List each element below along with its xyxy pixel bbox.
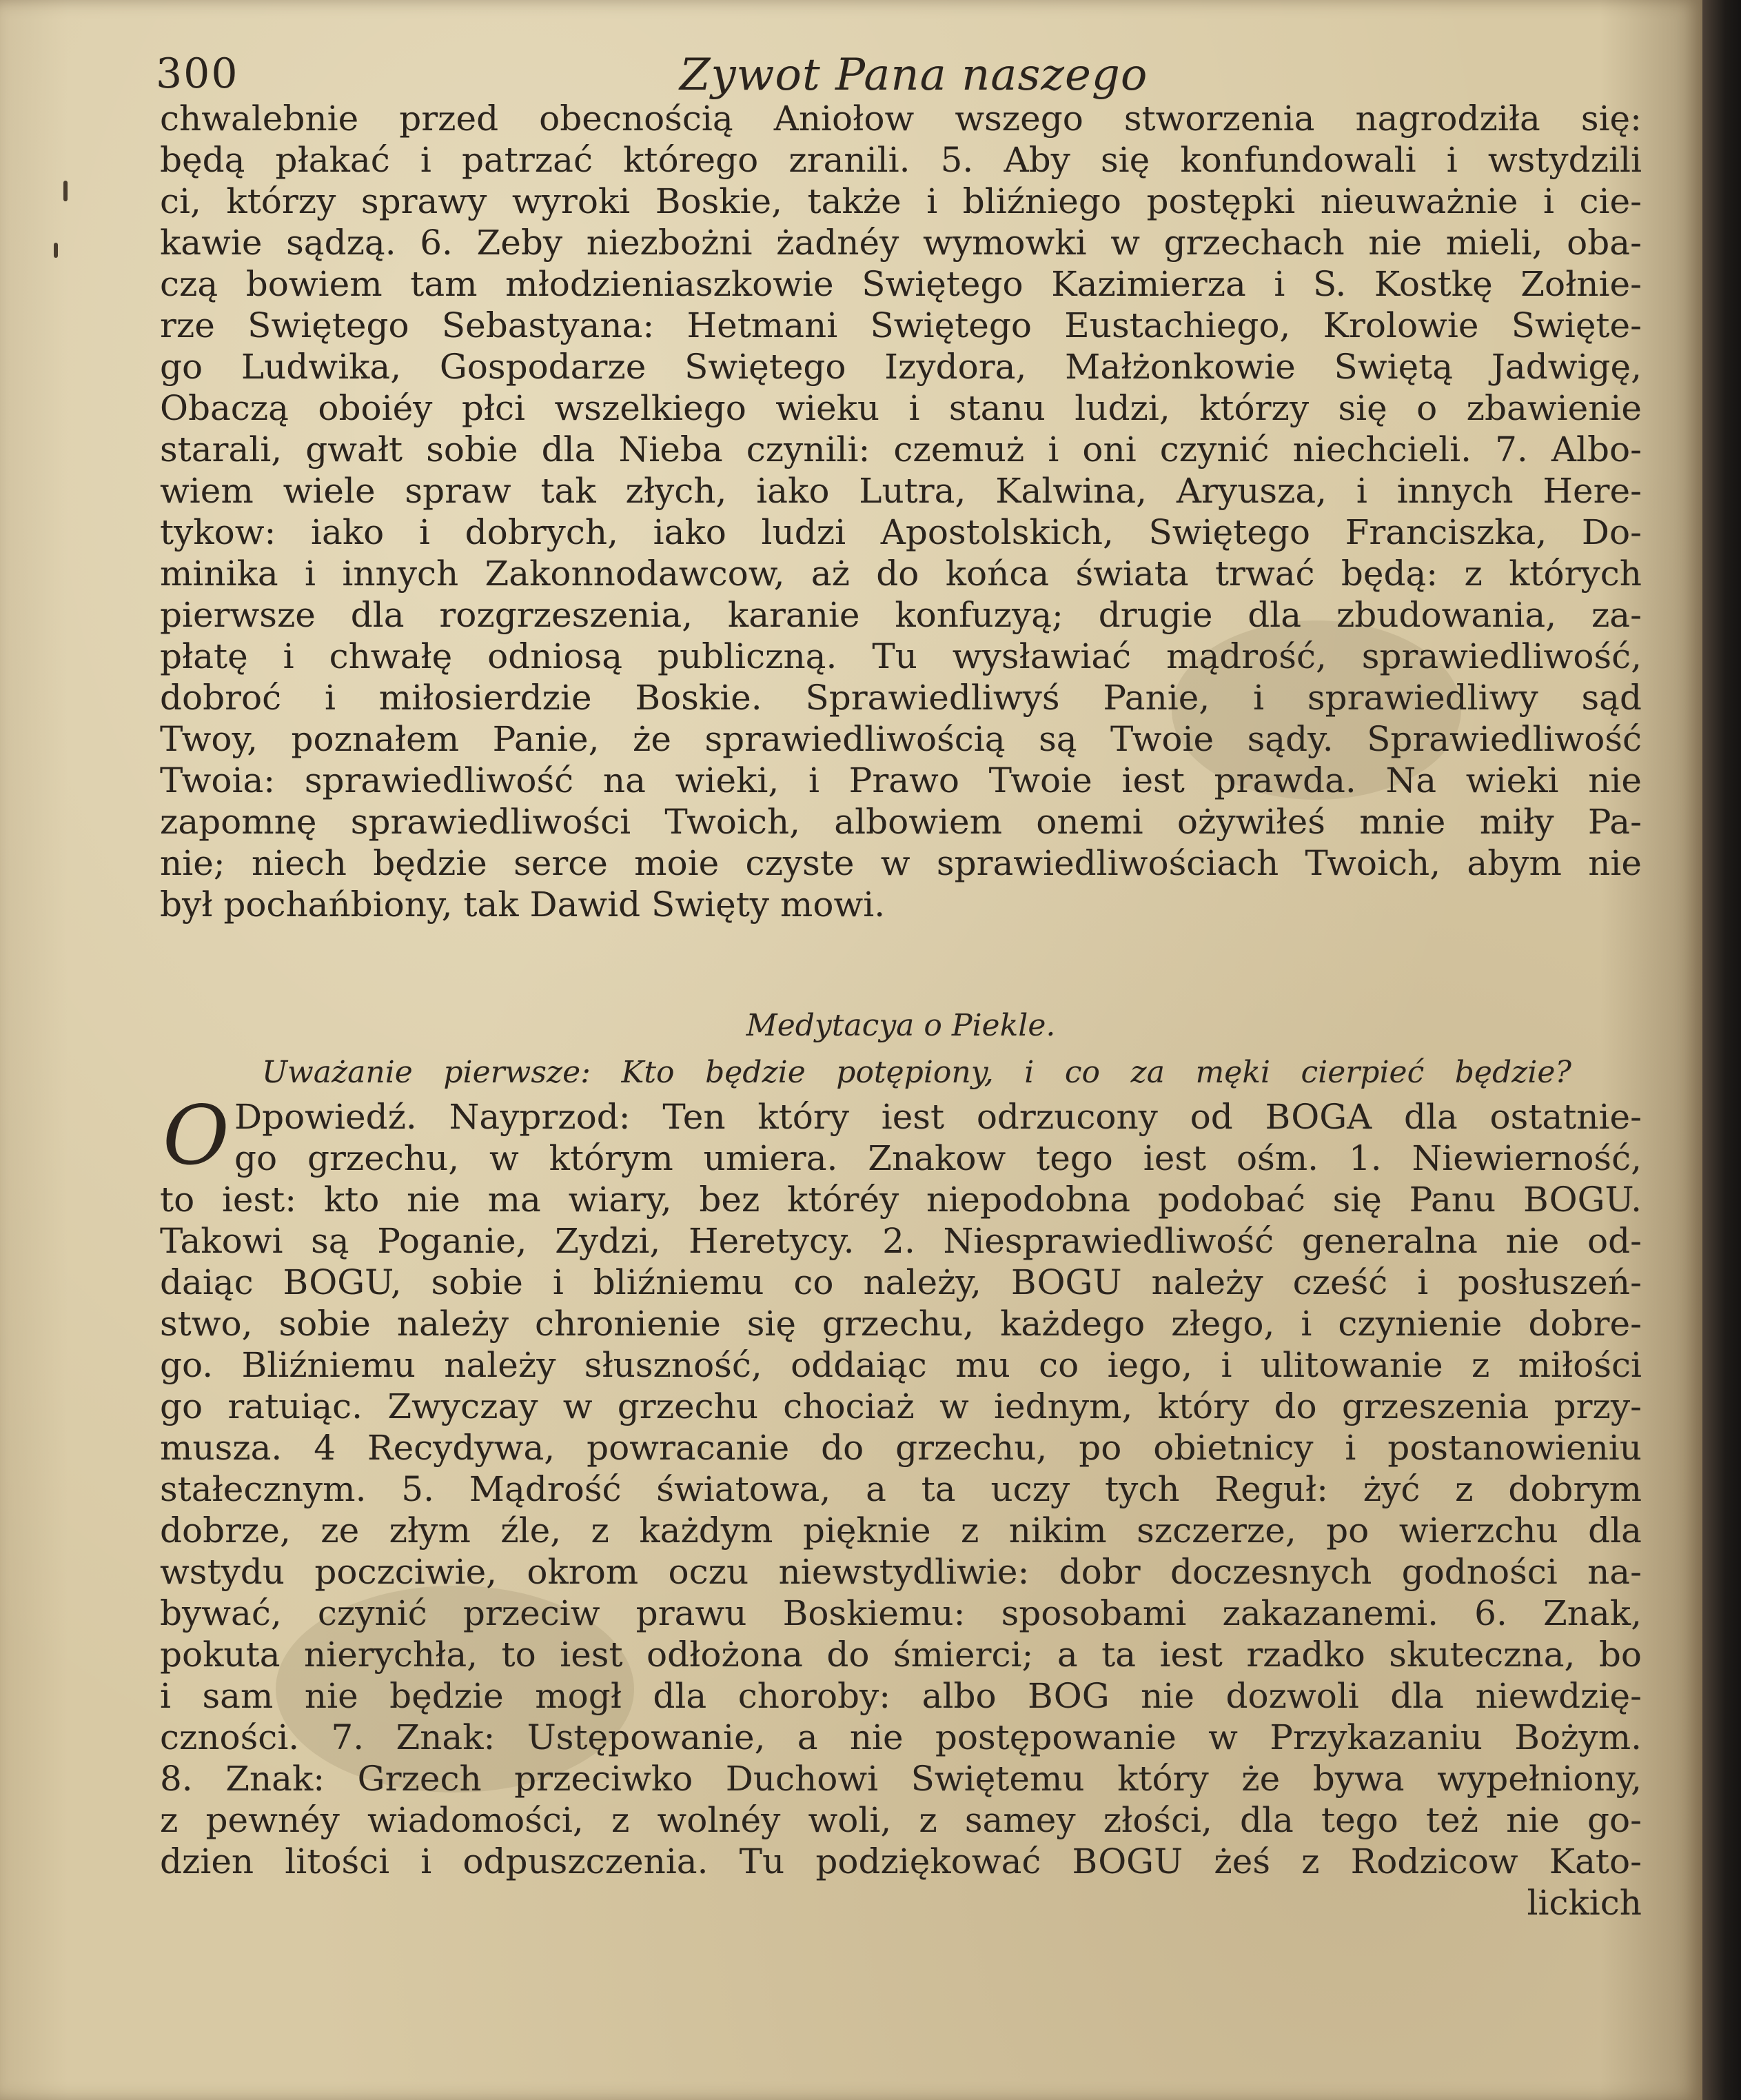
- text-line: go Ludwika, Gospodarze Swiętego Izydora, Małżonkowie Swiętą Jadwigę,: [160, 347, 1642, 387]
- text-line: pokuta nierychła, to iest odłożona do śmierci; a ta iest rzadko skuteczna, bo: [160, 1635, 1642, 1675]
- text-line: Twoia: sprawiedliwość na wieki, i Prawo Twoie iest prawda. Na wieki nie: [160, 760, 1642, 800]
- text-line: go. Bliźniemu należy słuszność, oddaiąc mu co iego, i ulitowanie z miłości: [160, 1345, 1642, 1385]
- text-line: z pewnéy wiadomości, z wolnéy woli, z samey złości, dla tego też nie go-: [160, 1800, 1642, 1840]
- text-line: ci, którzy sprawy wyroki Boskie, także i bliźniego postępki nieuważnie i cie-: [160, 181, 1642, 221]
- text-line: dobroć i miłosierdzie Boskie. Sprawiedliwyś Panie, i sprawiedliwy sąd: [160, 678, 1642, 718]
- text-line: dobrze, ze złym źle, z każdym pięknie z nikim szczerze, po wierzchu dla: [160, 1511, 1642, 1551]
- text-line: czności. 7. Znak: Ustępowanie, a nie postępowanie w Przykazaniu Bożym.: [160, 1717, 1642, 1757]
- text-line: Takowi są Poganie, Zydzi, Heretycy. 2. Niesprawiedliwość generalna nie od-: [160, 1221, 1642, 1261]
- text-line: Twoy, poznałem Panie, że sprawiedliwością są Twoie sądy. Sprawiedliwość: [160, 719, 1642, 759]
- text-line: nie; niech będzie serce moie czyste w sprawiedliwościach Twoich, abym nie: [160, 843, 1642, 883]
- running-title: Zywot Pana naszego: [680, 50, 1148, 101]
- text-line: bywać, czynić przeciw prawu Boskiemu: sposobami zakazanemi. 6. Znak,: [160, 1593, 1642, 1633]
- text-line: chwalebnie przed obecnością Aniołow wszego stworzenia nagrodziła się:: [160, 99, 1642, 139]
- text-line: czą bowiem tam młodzieniaszkowie Swiętego Kazimierza i S. Kostkę Zołnie-: [160, 264, 1642, 304]
- text-line: go grzechu, w którym umiera. Znakow tego iest ośm. 1. Niewierność,: [234, 1138, 1642, 1178]
- text-line: był pochańbiony, tak Dawid Swięty mowi.: [160, 885, 886, 925]
- text-line: pierwsze dla rozgrzeszenia, karanie konfuzyą; drugie dla zbudowania, za-: [160, 595, 1642, 635]
- section-subtitle: Uważanie pierwsze: Kto będzie potępiony, i co za męki cierpieć będzie?: [262, 1055, 1571, 1090]
- drop-capital: O: [163, 1088, 230, 1183]
- text-line: dzien litości i odpuszczenia. Tu podziękować BOGU żeś z Rodzicow Kato-: [160, 1841, 1642, 1881]
- text-line: Dpowiedź. Nayprzod: Ten który iest odrzucony od BOGA dla ostatnie-: [234, 1097, 1642, 1137]
- margin-mark: [54, 243, 58, 258]
- text-line: płatę i chwałę odniosą publiczną. Tu wysławiać mądrość, sprawiedliwość,: [160, 636, 1642, 676]
- catchword: lickich: [1527, 1883, 1642, 1923]
- text-line: stwo, sobie należy chronienie się grzechu, każdego złego, i czynienie dobre-: [160, 1304, 1642, 1344]
- text-line: rze Swiętego Sebastyana: Hetmani Swiętego Eustachiego, Krolowie Swięte-: [160, 305, 1642, 345]
- meditation-text: [160, 1088, 1642, 1924]
- text-line: wiem wiele spraw tak złych, iako Lutra, Kalwina, Aryusza, i innych Here-: [160, 471, 1642, 511]
- text-line: daiąc BOGU, sobie i bliźniemu co należy, BOGU należy cześć i posłuszeń-: [160, 1262, 1642, 1302]
- text-line: kawie sądzą. 6. Zeby niezbożni żadnéy wymowki w grzechach nie mieli, oba-: [160, 223, 1642, 263]
- text-line: stałecznym. 5. Mądrość światowa, a ta uczy tych Reguł: żyć z dobrym: [160, 1469, 1642, 1509]
- section-title: Medytacya o Piekle.: [746, 1008, 1056, 1043]
- binding-edge: [1702, 0, 1741, 2100]
- text-line: i sam nie będzie mogł dla choroby: albo BOG nie dozwoli dla niewdzię-: [160, 1676, 1642, 1716]
- text-line: 8. Znak: Grzech przeciwko Duchowi Swiętemu który że bywa wypełniony,: [160, 1759, 1642, 1799]
- text-line: minika i innych Zakonnodawcow, aż do końca świata trwać będą: z których: [160, 554, 1642, 594]
- text-line: będą płakać i patrzać którego zranili. 5. Aby się konfundowali i wstydzili: [160, 140, 1642, 180]
- margin-mark: [63, 181, 68, 201]
- text-line: musza. 4 Recydywa, powracanie do grzechu, po obietnicy i postanowieniu: [160, 1428, 1642, 1468]
- text-line: to iest: kto nie ma wiary, bez któréy niepodobna podobać się Panu BOGU.: [160, 1180, 1642, 1220]
- text-line: zapomnę sprawiedliwości Twoich, albowiem onemi ożywiłeś mnie miły Pa-: [160, 802, 1642, 842]
- text-line: wstydu poczciwie, okrom oczu niewstydliwie: dobr doczesnych godności na-: [160, 1552, 1642, 1592]
- page-number: 300: [156, 50, 239, 98]
- text-line: tykow: iako i dobrych, iako ludzi Apostolskich, Swiętego Franciszka, Do-: [160, 512, 1642, 552]
- text-line: Obaczą oboiéy płci wszelkiego wieku i stanu ludzi, którzy się o zbawienie: [160, 388, 1642, 428]
- text-line: go ratuiąc. Zwyczay w grzechu chociaż w iednym, który do grzeszenia przy-: [160, 1386, 1642, 1426]
- main-text: [160, 98, 1642, 925]
- text-line: starali, gwałt sobie dla Nieba czynili: czemuż i oni czynić niechcieli. 7. Albo-: [160, 430, 1642, 470]
